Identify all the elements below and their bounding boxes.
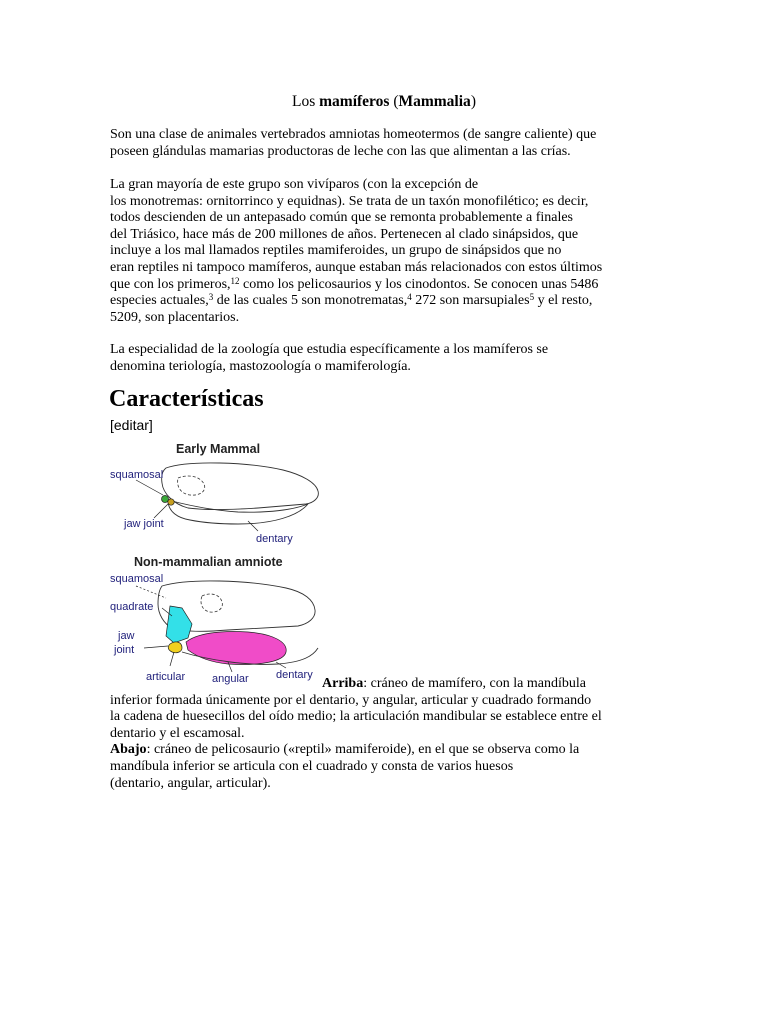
line-text: como los pelicosaurios y los cinodontos. Se conocen unas 5486 — [239, 276, 599, 292]
jaw-joint-leader-2 — [144, 646, 168, 648]
mammal-orbit — [178, 476, 205, 495]
caption-text: : cráneo de pelicosaurio («reptil» mamiferoide), en el que se observa como la — [146, 742, 580, 758]
edit-link[interactable]: [editar] — [110, 417, 153, 433]
skull-comparison-figure — [108, 438, 324, 690]
mammal-squamosal-patch — [162, 496, 169, 503]
quadrate-bone — [166, 606, 192, 643]
paragraph-line: todos descienden de un antepasado común que se remonta probablemente a finales — [110, 210, 574, 226]
amniote-orbit — [201, 594, 222, 612]
reference-link[interactable]: 12 — [230, 275, 240, 286]
line-text: que con los primeros, — [110, 276, 231, 292]
articular-leader — [170, 652, 174, 666]
mammal-skull-outline — [162, 463, 319, 510]
figure-caption — [110, 676, 658, 792]
title-mid: ( — [389, 93, 399, 110]
caption-line: la cadena de huesecillos del oído medio; la articulación mandibular se establece entre el — [110, 709, 602, 725]
paragraph-line: incluye a los mal llamados reptiles mamiferoides, un grupo de sinápsidos que no — [110, 243, 562, 259]
section-heading: Características — [109, 386, 264, 412]
intro-paragraph — [110, 127, 658, 160]
angular-bone — [186, 631, 286, 664]
caption-line: dentario y el escamosal. — [110, 725, 245, 741]
label-dentary-2: dentary — [276, 669, 313, 681]
paragraph-line: La gran mayoría de este grupo son vivíparos (con la excepción de — [110, 177, 479, 192]
taxonomy-paragraph — [110, 177, 658, 326]
label-quadrate: quadrate — [110, 601, 154, 613]
caption-line — [110, 676, 658, 693]
paragraph-line: La especialidad de la zoología que estudia específicamente a los mamíferos se — [110, 342, 549, 357]
label-squamosal-2: squamosal — [110, 573, 164, 585]
title-prefix: Los — [292, 93, 320, 110]
paragraph-line — [110, 277, 658, 294]
squamosal-leader — [136, 480, 163, 495]
line-text: de las cuales 5 son monotrematas, — [213, 293, 408, 309]
specialty-paragraph — [110, 342, 658, 375]
articular-bone — [168, 642, 182, 653]
intro-line: Son una clase de animales vertebrados amniotas homeotermos (de sangre caliente) que — [110, 127, 597, 142]
caption-line: inferior formada únicamente por el dentario, y angular, articular y cuadrado formando — [110, 692, 592, 708]
caption-bold-abajo: Abajo — [110, 742, 147, 758]
reference-link[interactable]: 4 — [407, 292, 412, 303]
label-angular: angular — [212, 673, 249, 685]
paragraph-line: del Triásico, hace más de 200 millones de años. Pertenecen al clado sinápsidos, que — [110, 226, 579, 242]
line-text: y el resto, — [534, 293, 593, 309]
mammal-dentary-outline — [168, 500, 308, 524]
dentary-leader — [248, 521, 258, 531]
reference-link[interactable]: 3 — [208, 292, 214, 303]
line-text: especies actuales, — [110, 293, 209, 309]
label-dentary: dentary — [256, 533, 293, 545]
reference-link[interactable]: 5 — [529, 292, 535, 303]
jaw-joint-leader — [154, 504, 168, 518]
title-bold-mammalia: Mammalia — [398, 93, 471, 110]
caption-line: mandíbula inferior se articula con el cuadrado y consta de varios huesos — [110, 758, 514, 774]
early-mammal-title: Early Mammal — [176, 442, 261, 456]
page-title — [0, 93, 768, 111]
label-joint: joint — [114, 644, 135, 656]
paragraph-line — [110, 293, 658, 310]
paragraph-line: eran reptiles ni tampoco mamíferos, aunque estaban más relacionados con estos últimos — [110, 259, 603, 275]
caption-bold-arriba: Arriba — [322, 676, 364, 691]
title-bold-mamiferos: mamíferos — [319, 93, 390, 110]
caption-text: : cráneo de mamífero, con la mandíbula — [363, 676, 586, 691]
squamosal-leader-2 — [136, 586, 166, 598]
paragraph-line: los monotremas: ornitorrinco y equidnas). Se trata de un taxón monofilético; es decir, — [110, 193, 589, 209]
title-suffix: ) — [470, 93, 476, 110]
intro-line: poseen glándulas mamarias productoras de leche con las que alimentan a las crías. — [110, 143, 571, 159]
label-squamosal: squamosal — [110, 469, 164, 481]
paragraph-line: 5209, son placentarios. — [110, 309, 240, 325]
non-mammalian-title: Non-mammalian amniote — [134, 555, 283, 569]
paragraph-line: denomina teriología, mastozoología o mamiferología. — [110, 358, 411, 374]
caption-line: (dentario, angular, articular). — [110, 775, 271, 791]
line-text: 272 son marsupiales — [411, 293, 530, 309]
label-jaw-joint: jaw joint — [124, 518, 164, 530]
caption-line — [110, 742, 658, 759]
label-articular: articular — [146, 671, 186, 683]
label-jaw: jaw — [118, 630, 135, 642]
mammal-jaw-joint-dot — [168, 499, 174, 505]
